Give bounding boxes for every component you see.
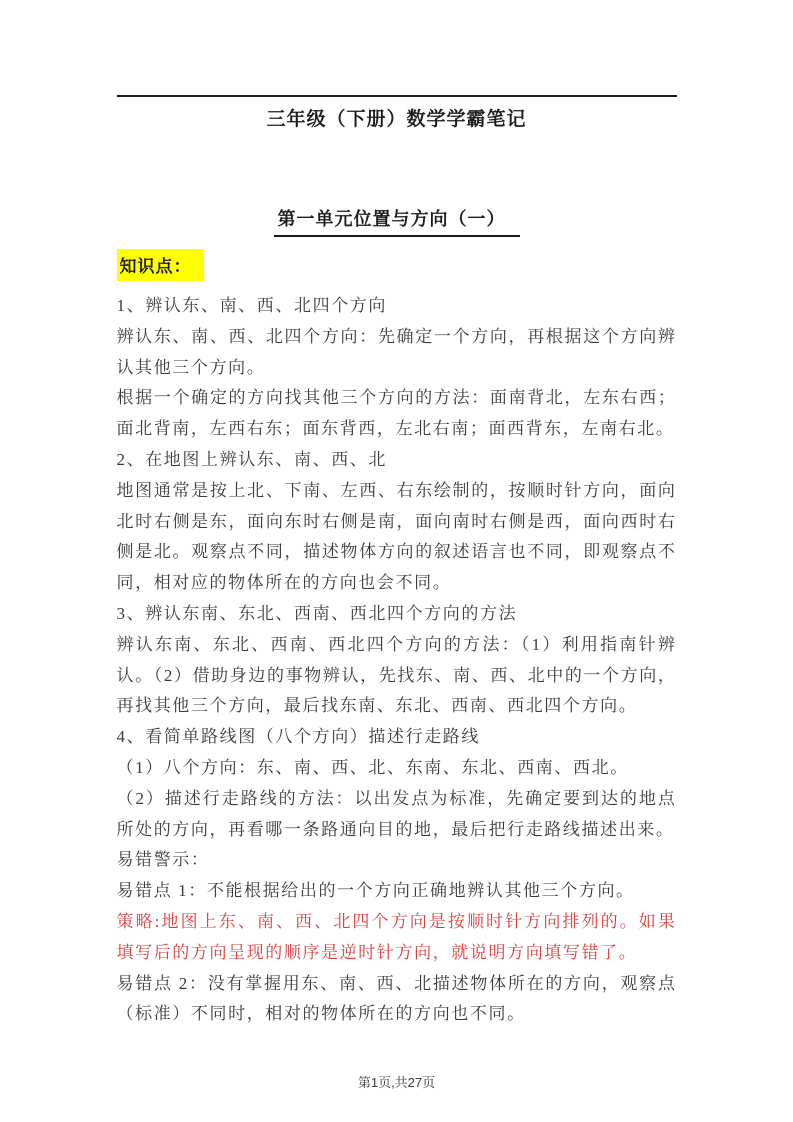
page-number: 第1页,共27页 bbox=[357, 1075, 436, 1090]
paragraph: 易错点 2：没有掌握用东、南、西、北描述物体所在的方向，观察点（标准）不同时，相对的物体所在的方向也不同。 bbox=[116, 973, 677, 1024]
paragraph: 3、辨认东南、东北、西南、西北四个方向的方法 bbox=[116, 603, 518, 623]
body-text bbox=[117, 291, 677, 1030]
paragraph-warning-strategy: 策略:地图上东、南、西、北四个方向是按顺时针方向排列的。如果填写后的方向呈现的顺序是逆时针方向，就说明方向填写错了。 bbox=[116, 911, 677, 962]
paragraph: 4、看简单路线图（八个方向）描述行走路线 bbox=[116, 727, 480, 747]
knowledge-points-row bbox=[117, 249, 677, 281]
paragraph: 易错点 1：不能根据给出的一个方向正确地辨认其他三个方向。 bbox=[116, 881, 635, 901]
paragraph: 辨认东、南、西、北四个方向：先确定一个方向，再根据这个方向辨认其他三个方向。 bbox=[116, 326, 677, 377]
paragraph: 根据一个确定的方向找其他三个方向的方法：面南背北，左东右西；面北背南，左西右东；面东背西，左北右南；面西背东，左南右北。 bbox=[116, 388, 677, 439]
paragraph: 易错警示： bbox=[116, 850, 210, 870]
paragraph: 2、在地图上辨认东、南、西、北 bbox=[116, 449, 387, 469]
knowledge-points-label: 知识点： bbox=[117, 249, 204, 281]
page-content bbox=[117, 95, 677, 1030]
section-heading-row bbox=[117, 205, 677, 237]
paragraph: 地图通常是按上北、下南、左西、右东绘制的，按顺时针方向，面向北时右侧是东，面向东时右侧是南，面向南时右侧是西，面向西时右侧是北。观察点不同，描述物体方向的叙述语言也不同，即观察点不同，相对应的物体所在的方向也会不同。 bbox=[116, 480, 677, 593]
paragraph: （2）描述行走路线的方法：以出发点为标准，先确定要到达的地点所处的方向，再看哪一条路通向目的地，最后把行走路线描述出来。 bbox=[116, 788, 677, 839]
title-divider bbox=[117, 95, 677, 97]
paragraph: （1）八个方向：东、南、西、北、东南、东北、西南、西北。 bbox=[116, 757, 629, 777]
paragraph: 1、辨认东、南、西、北四个方向 bbox=[116, 296, 387, 315]
paragraph: 辨认东南、东北、西南、西北四个方向的方法：（1）利用指南针辨认。（2）借助身边的事物辨认，先找东、南、西、北中的一个方向，再找其他三个方向，最后找东南、东北、西南、西北四个方向。 bbox=[116, 634, 677, 716]
section-heading: 第一单元位置与方向（一） bbox=[274, 205, 520, 237]
document-title: 三年级（下册）数学学霸笔记 bbox=[266, 109, 527, 130]
